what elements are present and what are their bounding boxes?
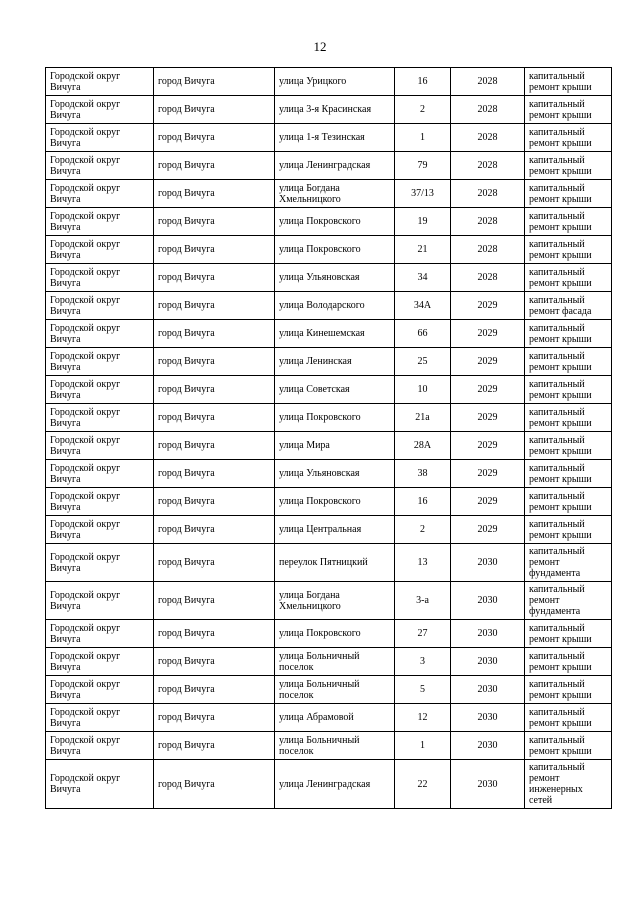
district-cell: Городской округ Вичуга xyxy=(46,68,154,96)
table-row xyxy=(46,582,612,620)
work-cell: капитальный ремонт крыши xyxy=(525,704,612,732)
house-cell: 21а xyxy=(395,404,451,432)
district-cell: Городской округ Вичуга xyxy=(46,544,154,582)
street-cell: улица Центральная xyxy=(275,516,395,544)
repair-schedule-table xyxy=(45,67,612,809)
table-row xyxy=(46,760,612,809)
year-cell: 2030 xyxy=(451,676,525,704)
work-cell: капитальный ремонт фундамента xyxy=(525,582,612,620)
house-cell: 3-а xyxy=(395,582,451,620)
year-cell: 2030 xyxy=(451,648,525,676)
work-cell: капитальный ремонт крыши xyxy=(525,620,612,648)
street-cell: улица 3-я Красинская xyxy=(275,96,395,124)
work-cell: капитальный ремонт крыши xyxy=(525,460,612,488)
district-cell: Городской округ Вичуга xyxy=(46,760,154,809)
table-row xyxy=(46,516,612,544)
work-cell: капитальный ремонт крыши xyxy=(525,404,612,432)
house-cell: 12 xyxy=(395,704,451,732)
district-cell: Городской округ Вичуга xyxy=(46,152,154,180)
street-cell: улица Ленинградская xyxy=(275,152,395,180)
year-cell: 2028 xyxy=(451,124,525,152)
year-cell: 2030 xyxy=(451,732,525,760)
settlement-cell: город Вичуга xyxy=(154,432,275,460)
house-cell: 34А xyxy=(395,292,451,320)
district-cell: Городской округ Вичуга xyxy=(46,732,154,760)
table-row xyxy=(46,208,612,236)
settlement-cell: город Вичуга xyxy=(154,124,275,152)
district-cell: Городской округ Вичуга xyxy=(46,460,154,488)
settlement-cell: город Вичуга xyxy=(154,760,275,809)
year-cell: 2030 xyxy=(451,760,525,809)
year-cell: 2028 xyxy=(451,68,525,96)
work-cell: капитальный ремонт крыши xyxy=(525,488,612,516)
work-cell: капитальный ремонт фасада xyxy=(525,292,612,320)
district-cell: Городской округ Вичуга xyxy=(46,124,154,152)
street-cell: улица Больничный поселок xyxy=(275,648,395,676)
house-cell: 5 xyxy=(395,676,451,704)
district-cell: Городской округ Вичуга xyxy=(46,96,154,124)
house-cell: 2 xyxy=(395,516,451,544)
street-cell: улица Богдана Хмельницкого xyxy=(275,180,395,208)
work-cell: капитальный ремонт крыши xyxy=(525,676,612,704)
house-cell: 79 xyxy=(395,152,451,180)
street-cell: улица Покровского xyxy=(275,620,395,648)
table-row xyxy=(46,292,612,320)
house-cell: 66 xyxy=(395,320,451,348)
settlement-cell: город Вичуга xyxy=(154,516,275,544)
house-cell: 13 xyxy=(395,544,451,582)
street-cell: улица Абрамовой xyxy=(275,704,395,732)
table-row xyxy=(46,460,612,488)
district-cell: Городской округ Вичуга xyxy=(46,376,154,404)
street-cell: улица Покровского xyxy=(275,404,395,432)
street-cell: улица Ульяновская xyxy=(275,460,395,488)
year-cell: 2030 xyxy=(451,582,525,620)
year-cell: 2029 xyxy=(451,432,525,460)
work-cell: капитальный ремонт крыши xyxy=(525,376,612,404)
table-row xyxy=(46,348,612,376)
settlement-cell: город Вичуга xyxy=(154,292,275,320)
district-cell: Городской округ Вичуга xyxy=(46,404,154,432)
table-row xyxy=(46,432,612,460)
settlement-cell: город Вичуга xyxy=(154,376,275,404)
district-cell: Городской округ Вичуга xyxy=(46,582,154,620)
table-row xyxy=(46,404,612,432)
year-cell: 2028 xyxy=(451,180,525,208)
house-cell: 34 xyxy=(395,264,451,292)
street-cell: улица Покровского xyxy=(275,236,395,264)
year-cell: 2029 xyxy=(451,404,525,432)
table-row xyxy=(46,124,612,152)
settlement-cell: город Вичуга xyxy=(154,676,275,704)
settlement-cell: город Вичуга xyxy=(154,236,275,264)
settlement-cell: город Вичуга xyxy=(154,404,275,432)
work-cell: капитальный ремонт крыши xyxy=(525,348,612,376)
work-cell: капитальный ремонт крыши xyxy=(525,68,612,96)
work-cell: капитальный ремонт крыши xyxy=(525,96,612,124)
settlement-cell: город Вичуга xyxy=(154,320,275,348)
house-cell: 38 xyxy=(395,460,451,488)
settlement-cell: город Вичуга xyxy=(154,488,275,516)
year-cell: 2029 xyxy=(451,292,525,320)
work-cell: капитальный ремонт крыши xyxy=(525,124,612,152)
work-cell: капитальный ремонт крыши xyxy=(525,516,612,544)
table-row xyxy=(46,620,612,648)
district-cell: Городской округ Вичуга xyxy=(46,348,154,376)
year-cell: 2029 xyxy=(451,488,525,516)
year-cell: 2029 xyxy=(451,460,525,488)
street-cell: улица Советская xyxy=(275,376,395,404)
year-cell: 2030 xyxy=(451,544,525,582)
year-cell: 2029 xyxy=(451,516,525,544)
table-row xyxy=(46,68,612,96)
year-cell: 2028 xyxy=(451,96,525,124)
settlement-cell: город Вичуга xyxy=(154,544,275,582)
house-cell: 16 xyxy=(395,68,451,96)
settlement-cell: город Вичуга xyxy=(154,208,275,236)
table-row xyxy=(46,544,612,582)
work-cell: капитальный ремонт крыши xyxy=(525,180,612,208)
street-cell: улица Мира xyxy=(275,432,395,460)
district-cell: Городской округ Вичуга xyxy=(46,264,154,292)
house-cell: 37/13 xyxy=(395,180,451,208)
street-cell: улица Урицкого xyxy=(275,68,395,96)
settlement-cell: город Вичуга xyxy=(154,732,275,760)
street-cell: переулок Пятницкий xyxy=(275,544,395,582)
work-cell: капитальный ремонт фундамента xyxy=(525,544,612,582)
table-row xyxy=(46,732,612,760)
year-cell: 2029 xyxy=(451,320,525,348)
street-cell: улица Покровского xyxy=(275,488,395,516)
settlement-cell: город Вичуга xyxy=(154,348,275,376)
district-cell: Городской округ Вичуга xyxy=(46,292,154,320)
table-row xyxy=(46,236,612,264)
settlement-cell: город Вичуга xyxy=(154,96,275,124)
table-row xyxy=(46,704,612,732)
year-cell: 2030 xyxy=(451,620,525,648)
work-cell: капитальный ремонт крыши xyxy=(525,432,612,460)
year-cell: 2029 xyxy=(451,348,525,376)
year-cell: 2028 xyxy=(451,152,525,180)
settlement-cell: город Вичуга xyxy=(154,582,275,620)
street-cell: улица Кинешемская xyxy=(275,320,395,348)
settlement-cell: город Вичуга xyxy=(154,704,275,732)
year-cell: 2030 xyxy=(451,704,525,732)
settlement-cell: город Вичуга xyxy=(154,460,275,488)
district-cell: Городской округ Вичуга xyxy=(46,620,154,648)
table-row xyxy=(46,676,612,704)
settlement-cell: город Вичуга xyxy=(154,180,275,208)
table-row xyxy=(46,648,612,676)
house-cell: 1 xyxy=(395,732,451,760)
work-cell: капитальный ремонт инженерных сетей xyxy=(525,760,612,809)
settlement-cell: город Вичуга xyxy=(154,152,275,180)
house-cell: 2 xyxy=(395,96,451,124)
street-cell: улица Ленинская xyxy=(275,348,395,376)
house-cell: 21 xyxy=(395,236,451,264)
district-cell: Городской округ Вичуга xyxy=(46,236,154,264)
district-cell: Городской округ Вичуга xyxy=(46,516,154,544)
table-row xyxy=(46,96,612,124)
year-cell: 2029 xyxy=(451,376,525,404)
house-cell: 16 xyxy=(395,488,451,516)
house-cell: 28А xyxy=(395,432,451,460)
district-cell: Городской округ Вичуга xyxy=(46,704,154,732)
work-cell: капитальный ремонт крыши xyxy=(525,208,612,236)
street-cell: улица Больничный поселок xyxy=(275,676,395,704)
street-cell: улица Ульяновская xyxy=(275,264,395,292)
page-number: 12 xyxy=(313,39,327,54)
year-cell: 2028 xyxy=(451,264,525,292)
table-row xyxy=(46,376,612,404)
street-cell: улица Покровского xyxy=(275,208,395,236)
work-cell: капитальный ремонт крыши xyxy=(525,236,612,264)
table-row xyxy=(46,488,612,516)
district-cell: Городской округ Вичуга xyxy=(46,648,154,676)
street-cell: улица Больничный поселок xyxy=(275,732,395,760)
work-cell: капитальный ремонт крыши xyxy=(525,648,612,676)
house-cell: 25 xyxy=(395,348,451,376)
table-row xyxy=(46,152,612,180)
house-cell: 1 xyxy=(395,124,451,152)
house-cell: 19 xyxy=(395,208,451,236)
district-cell: Городской округ Вичуга xyxy=(46,320,154,348)
house-cell: 22 xyxy=(395,760,451,809)
work-cell: капитальный ремонт крыши xyxy=(525,264,612,292)
street-cell: улица Ленинградская xyxy=(275,760,395,809)
district-cell: Городской округ Вичуга xyxy=(46,676,154,704)
year-cell: 2028 xyxy=(451,236,525,264)
table-row xyxy=(46,180,612,208)
street-cell: улица Богдана Хмельницкого xyxy=(275,582,395,620)
district-cell: Городской округ Вичуга xyxy=(46,488,154,516)
street-cell: улица Володарского xyxy=(275,292,395,320)
table-row xyxy=(46,320,612,348)
settlement-cell: город Вичуга xyxy=(154,648,275,676)
settlement-cell: город Вичуга xyxy=(154,620,275,648)
district-cell: Городской округ Вичуга xyxy=(46,208,154,236)
settlement-cell: город Вичуга xyxy=(154,68,275,96)
house-cell: 27 xyxy=(395,620,451,648)
district-cell: Городской округ Вичуга xyxy=(46,180,154,208)
district-cell: Городской округ Вичуга xyxy=(46,432,154,460)
work-cell: капитальный ремонт крыши xyxy=(525,732,612,760)
work-cell: капитальный ремонт крыши xyxy=(525,152,612,180)
settlement-cell: город Вичуга xyxy=(154,264,275,292)
house-cell: 3 xyxy=(395,648,451,676)
table-row xyxy=(46,264,612,292)
work-cell: капитальный ремонт крыши xyxy=(525,320,612,348)
year-cell: 2028 xyxy=(451,208,525,236)
house-cell: 10 xyxy=(395,376,451,404)
street-cell: улица 1-я Тезинская xyxy=(275,124,395,152)
